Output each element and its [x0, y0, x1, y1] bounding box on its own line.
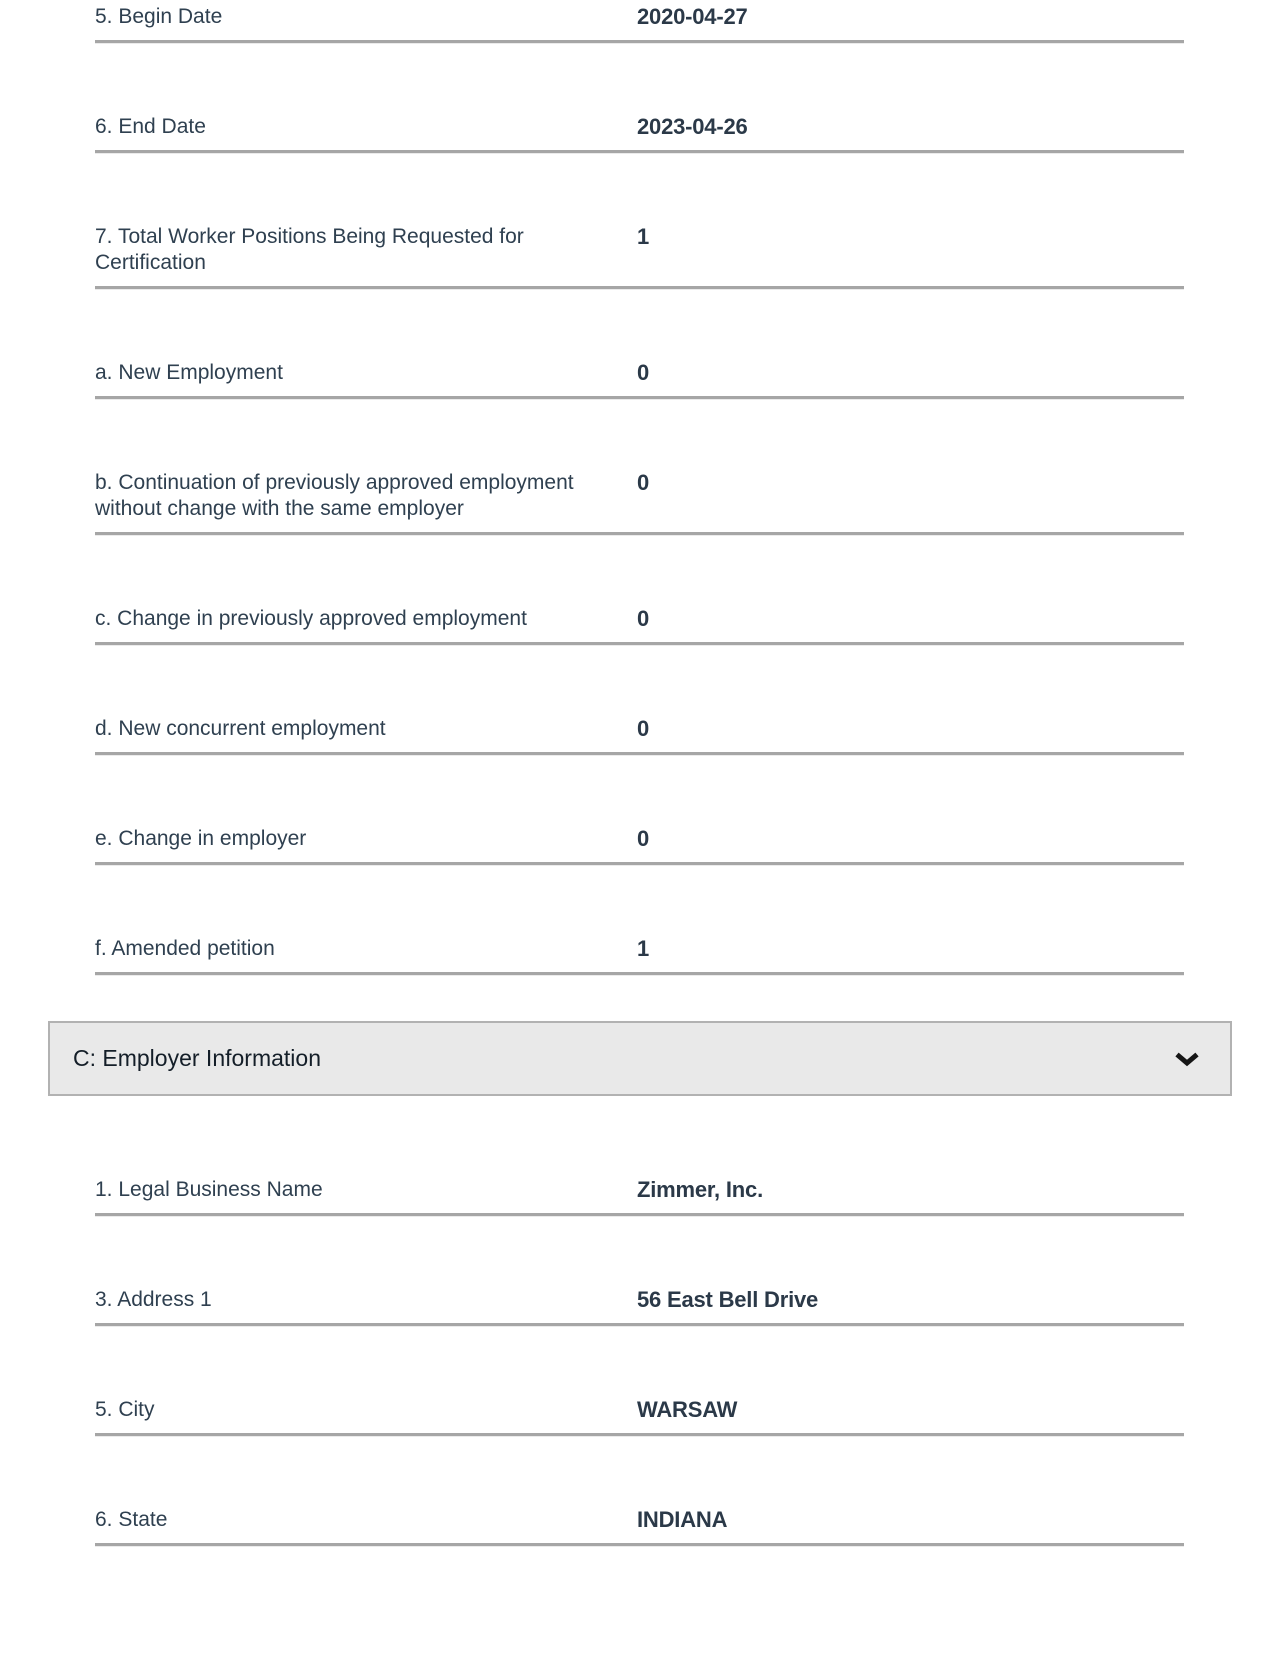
field-state-value: INDIANA [637, 1507, 728, 1532]
field-city-value: WARSAW [637, 1397, 738, 1422]
field-state [95, 1507, 1184, 1546]
field-city [95, 1397, 1184, 1436]
field-total-worker-positions-label: 7. Total Worker Positions Being Requested for Certification [95, 225, 524, 274]
field-new-employment [95, 360, 1184, 399]
field-new-concurrent-employment-value: 0 [637, 716, 650, 741]
field-total-worker-positions [95, 224, 1184, 289]
field-city-label: 5. City [95, 1398, 155, 1421]
field-amended-petition-label: f. Amended petition [95, 937, 275, 960]
field-amended-petition [95, 936, 1184, 975]
field-new-concurrent-employment-label: d. New concurrent employment [95, 717, 386, 740]
field-change-previous-employment [95, 606, 1184, 645]
field-change-in-employer-value: 0 [637, 826, 650, 851]
field-state-label: 6. State [95, 1508, 168, 1531]
field-continuation-employment-value: 0 [637, 470, 650, 495]
field-end-date [95, 114, 1184, 153]
field-change-previous-employment-label: c. Change in previously approved employment [95, 607, 527, 630]
field-total-worker-positions-value: 1 [637, 224, 650, 249]
chevron-down-icon [1174, 1051, 1200, 1067]
field-end-date-value: 2023-04-26 [637, 114, 748, 139]
field-begin-date-label: 5. Begin Date [95, 5, 223, 28]
field-legal-business-name [95, 1177, 1184, 1216]
field-begin-date [95, 4, 1184, 43]
field-address-1-value: 56 East Bell Drive [637, 1287, 819, 1312]
field-address-1-label: 3. Address 1 [95, 1288, 212, 1311]
field-new-concurrent-employment [95, 716, 1184, 755]
field-change-in-employer [95, 826, 1184, 865]
field-legal-business-name-value: Zimmer, Inc. [637, 1177, 763, 1202]
field-address-1 [95, 1287, 1184, 1326]
field-new-employment-label: a. New Employment [95, 361, 283, 384]
field-end-date-label: 6. End Date [95, 115, 206, 138]
section-title: C: Employer Information [73, 1045, 321, 1071]
field-continuation-employment-label: b. Continuation of previously approved employment without change with the same employer [95, 471, 574, 520]
section-header-employer-information[interactable] [48, 1021, 1232, 1096]
field-continuation-employment [95, 470, 1184, 535]
field-new-employment-value: 0 [637, 360, 650, 385]
field-begin-date-value: 2020-04-27 [637, 4, 748, 29]
field-change-previous-employment-value: 0 [637, 606, 650, 631]
field-change-in-employer-label: e. Change in employer [95, 827, 307, 850]
field-legal-business-name-label: 1. Legal Business Name [95, 1178, 323, 1201]
field-amended-petition-value: 1 [637, 936, 650, 961]
